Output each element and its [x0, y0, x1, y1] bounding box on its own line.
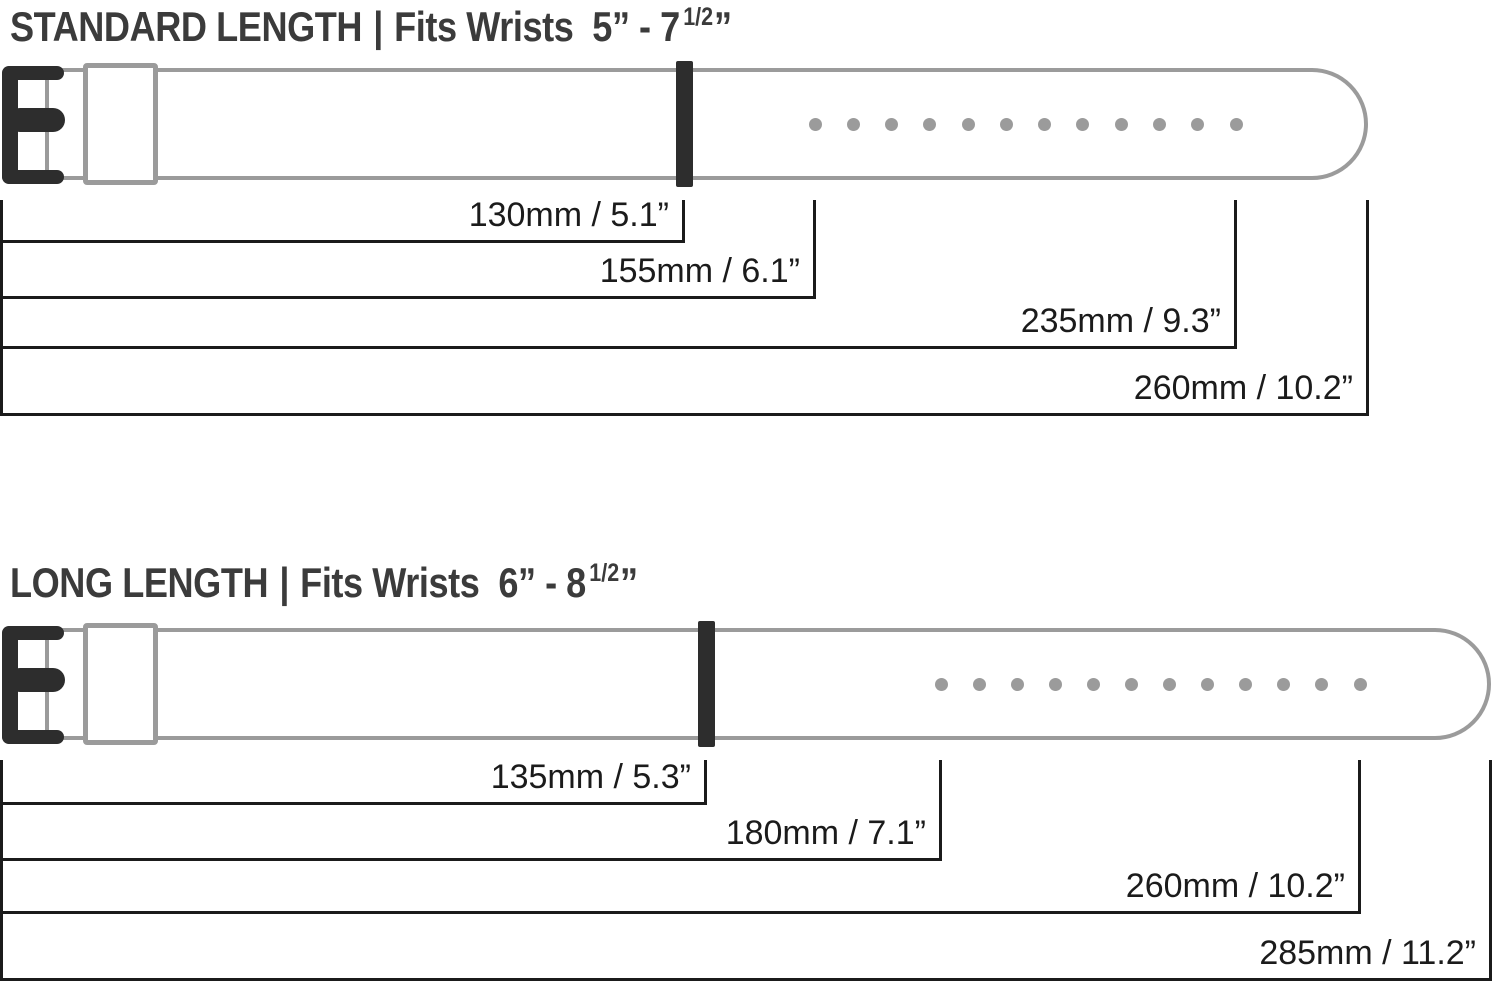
dimension-tick [1366, 200, 1369, 416]
strap-hole [809, 118, 822, 131]
strap-hole [885, 118, 898, 131]
buckle-frame-bottom-arm [2, 170, 64, 184]
strap-outline [45, 68, 1368, 180]
fits-wrists-label: Fits Wrists [300, 559, 480, 606]
dimension-measurement-label: 155mm / 6.1” [599, 252, 800, 290]
dimension-tick [813, 200, 816, 299]
dimension-line [0, 240, 685, 243]
dimension-line [0, 296, 816, 299]
section-header-long-length [10, 550, 638, 606]
buckle-prong [8, 108, 65, 132]
strap-hole [923, 118, 936, 131]
strap-hole [1239, 678, 1252, 691]
wrist-size-min: 6” [498, 559, 536, 606]
buckle-frame-bottom-arm [2, 730, 64, 744]
keeper-loop [83, 623, 158, 745]
wrist-size-quote: ” [620, 559, 638, 606]
buckle-frame-top-arm [2, 66, 64, 80]
dimension-tick [1489, 760, 1492, 981]
fits-wrists-label: Fits Wrists [394, 3, 574, 50]
strap-hole [1354, 678, 1367, 691]
strap-hole [1277, 678, 1290, 691]
dimension-line [0, 413, 1369, 416]
strap-hole [1000, 118, 1013, 131]
strap-hole [1049, 678, 1062, 691]
buckle-prong [8, 668, 65, 692]
strap-hole [1191, 118, 1204, 131]
wrist-size-range [592, 3, 731, 50]
strap-outline [45, 628, 1491, 740]
strap-hole [847, 118, 860, 131]
strap-hole [1087, 678, 1100, 691]
dimension-measurement-label: 135mm / 5.3” [490, 758, 691, 796]
keeper-bar [698, 621, 715, 747]
strap-hole [1201, 678, 1214, 691]
dimension-tick [704, 760, 707, 805]
section-title-standard: STANDARD LENGTH [10, 3, 363, 50]
dimension-tick [682, 200, 685, 243]
buckle-frame-top-arm [2, 626, 64, 640]
section-title-long: LONG LENGTH [10, 559, 269, 606]
dimension-measurement-label: 260mm / 10.2” [1133, 369, 1353, 407]
dimension-line [0, 346, 1237, 349]
strap-hole [1230, 118, 1243, 131]
strap-hole [935, 678, 948, 691]
dimension-line [0, 978, 1492, 981]
section-header-standard-length [10, 0, 732, 50]
strap-hole [1315, 678, 1328, 691]
wrist-size-min: 5” [592, 3, 630, 50]
strap-hole [1153, 118, 1166, 131]
strap-hole [1076, 118, 1089, 131]
dimension-measurement-label: 180mm / 7.1” [725, 814, 926, 852]
wrist-size-fraction: 1/2 [683, 3, 714, 31]
strap-hole [1125, 678, 1138, 691]
dimension-tick [1358, 760, 1361, 914]
dimension-line [0, 911, 1361, 914]
strap-hole [973, 678, 986, 691]
dimension-measurement-label: 285mm / 11.2” [1259, 934, 1476, 972]
wrist-size-max: 7 [660, 3, 680, 50]
title-separator: | [373, 3, 383, 50]
wrist-size-range [498, 559, 637, 606]
keeper-bar [676, 61, 693, 187]
dimension-measurement-label: 130mm / 5.1” [468, 196, 669, 234]
dimension-tick [939, 760, 942, 861]
keeper-loop [83, 63, 158, 185]
size-range-dash: - [545, 559, 557, 606]
title-separator: | [279, 559, 290, 606]
dimension-line [0, 802, 707, 805]
strap-hole [962, 118, 975, 131]
dimension-measurement-label: 260mm / 10.2” [1125, 867, 1345, 905]
wrist-size-quote: ” [713, 3, 732, 50]
wrist-size-fraction: 1/2 [589, 559, 620, 587]
strap-hole [1115, 118, 1128, 131]
strap-hole [1163, 678, 1176, 691]
strap-hole [1038, 118, 1051, 131]
wrist-size-max: 8 [566, 559, 586, 606]
size-range-dash: - [639, 3, 651, 50]
dimension-line [0, 858, 942, 861]
strap-hole [1011, 678, 1024, 691]
dimension-measurement-label: 235mm / 9.3” [1020, 302, 1221, 340]
dimension-tick [1234, 200, 1237, 349]
